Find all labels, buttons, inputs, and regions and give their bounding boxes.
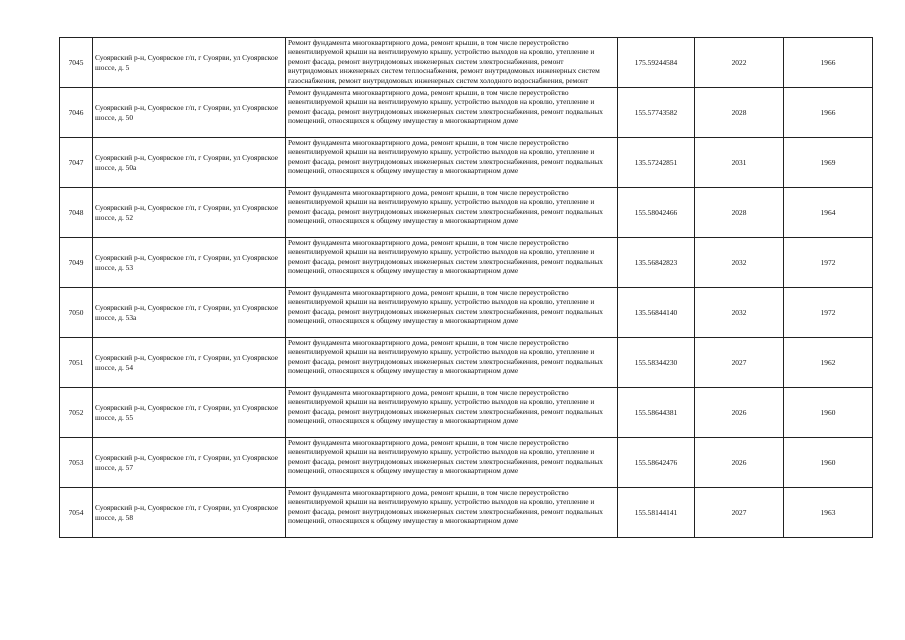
repair-works-cell bbox=[286, 288, 618, 338]
repair-works-cell bbox=[286, 38, 618, 88]
row-number-cell: 7050 bbox=[60, 288, 93, 338]
cost-cell: 155.58642476 bbox=[618, 438, 695, 488]
registry-table-body bbox=[60, 38, 873, 538]
repair-works-cell bbox=[286, 188, 618, 238]
build-year-cell: 1969 bbox=[784, 138, 873, 188]
build-year-cell: 1963 bbox=[784, 488, 873, 538]
repair-works-cell bbox=[286, 438, 618, 488]
build-year-cell: 1960 bbox=[784, 388, 873, 438]
table-row bbox=[60, 38, 873, 88]
repair-works-text: Ремонт фундамента многоквартирного дома, ремонт крыши, в том числе переустройство невентилируемой крыши на вентилируемую крышу, устройство выходов на кровлю, утепление и ремонт фасада, ремонт внутридомовых инженерных систем электроснабжения, ремонт подвальных помещений, относящихся к общему имуществу в многоквартирном доме bbox=[288, 88, 603, 126]
repair-works-cell bbox=[286, 488, 618, 538]
repair-works-text: Ремонт фундамента многоквартирного дома, ремонт крыши, в том числе переустройство невентилируемой крыши на вентилируемую крышу, устройство выходов на кровлю, утепление и ремонт фасада, ремонт внутридомовых инженерных систем электроснабжения, ремонт подвальных помещений, относящихся к общему имуществу в многоквартирном доме bbox=[288, 438, 603, 476]
address-cell: Суоярвский р-н, Суоярвское г/п, г Суоярви, ул Суоярвское шоссе, д. 55 bbox=[93, 388, 286, 438]
row-number-cell: 7049 bbox=[60, 238, 93, 288]
table-row bbox=[60, 338, 873, 388]
row-number-cell: 7045 bbox=[60, 38, 93, 88]
table-row bbox=[60, 388, 873, 438]
address-cell: Суоярвский р-н, Суоярвское г/п, г Суоярви, ул Суоярвское шоссе, д. 52 bbox=[93, 188, 286, 238]
table-row bbox=[60, 138, 873, 188]
repair-works-text: Ремонт фундамента многоквартирного дома, ремонт крыши, в том числе переустройство невентилируемой крыши на вентилируемую крышу, устройство выходов на кровлю, утепление и ремонт фасада, ремонт внутридомовых инженерных систем электроснабжения, ремонт подвальных помещений, относящихся к общему имуществу в многоквартирном доме bbox=[288, 388, 603, 426]
table-row bbox=[60, 488, 873, 538]
build-year-cell: 1972 bbox=[784, 288, 873, 338]
cost-cell: 155.58042466 bbox=[618, 188, 695, 238]
row-number-cell: 7052 bbox=[60, 388, 93, 438]
row-number-cell: 7051 bbox=[60, 338, 93, 388]
build-year-cell: 1960 bbox=[784, 438, 873, 488]
build-year-cell: 1962 bbox=[784, 338, 873, 388]
row-number-cell: 7053 bbox=[60, 438, 93, 488]
build-year-cell: 1966 bbox=[784, 88, 873, 138]
repair-works-cell bbox=[286, 388, 618, 438]
planned-year-cell: 2028 bbox=[695, 188, 784, 238]
cost-cell: 175.59244584 bbox=[618, 38, 695, 88]
planned-year-cell: 2026 bbox=[695, 438, 784, 488]
planned-year-cell: 2032 bbox=[695, 238, 784, 288]
build-year-cell: 1972 bbox=[784, 238, 873, 288]
repair-works-text: Ремонт фундамента многоквартирного дома, ремонт крыши, в том числе переустройство невентилируемой крыши на вентилируемую крышу, устройство выходов на кровлю, утепление и ремонт фасада, ремонт внутридомовых инженерных систем электроснабжения, ремонт подвальных помещений, относящихся к общему имуществу в многоквартирном доме bbox=[288, 488, 603, 526]
table-row bbox=[60, 438, 873, 488]
row-number-cell: 7054 bbox=[60, 488, 93, 538]
address-cell: Суоярвский р-н, Суоярвское г/п, г Суоярви, ул Суоярвское шоссе, д. 57 bbox=[93, 438, 286, 488]
planned-year-cell: 2031 bbox=[695, 138, 784, 188]
address-cell: Суоярвский р-н, Суоярвское г/п, г Суоярви, ул Суоярвское шоссе, д. 50а bbox=[93, 138, 286, 188]
cost-cell: 135.56842823 bbox=[618, 238, 695, 288]
cost-cell: 155.57743582 bbox=[618, 88, 695, 138]
planned-year-cell: 2027 bbox=[695, 338, 784, 388]
table-row bbox=[60, 88, 873, 138]
row-number-cell: 7047 bbox=[60, 138, 93, 188]
planned-year-cell: 2026 bbox=[695, 388, 784, 438]
cost-cell: 135.57242851 bbox=[618, 138, 695, 188]
repair-works-cell bbox=[286, 238, 618, 288]
address-cell: Суоярвский р-н, Суоярвское г/п, г Суоярви, ул Суоярвское шоссе, д. 5 bbox=[93, 38, 286, 88]
repair-works-text: Ремонт фундамента многоквартирного дома, ремонт крыши, в том числе переустройство невентилируемой крыши на вентилируемую крышу, устройство выходов на кровлю, утепление и ремонт фасада, ремонт внутридомовых инженерных систем электроснабжения, ремонт подвальных помещений, относящихся к общему имуществу в многоквартирном доме bbox=[288, 338, 603, 376]
cost-cell: 155.58644381 bbox=[618, 388, 695, 438]
planned-year-cell: 2022 bbox=[695, 38, 784, 88]
table-row bbox=[60, 188, 873, 238]
cost-cell: 135.56844140 bbox=[618, 288, 695, 338]
cost-cell: 155.58144141 bbox=[618, 488, 695, 538]
repair-works-text: Ремонт фундамента многоквартирного дома, ремонт крыши, в том числе переустройство невентилируемой крыши на вентилируемую крышу, устройство выходов на кровлю, утепление и ремонт фасада, ремонт внутридомовых инженерных систем электроснабжения, ремонт внутридомовых инженерных систем теплоснабжения, ремонт внутридомовых инженерных систем газоснабжения, ремонт внутридомовых инженерных систем холодного водоснабжения, ремонт bbox=[288, 38, 600, 85]
repair-works-cell bbox=[286, 338, 618, 388]
cost-cell: 155.58344230 bbox=[618, 338, 695, 388]
row-number-cell: 7046 bbox=[60, 88, 93, 138]
repair-works-text: Ремонт фундамента многоквартирного дома, ремонт крыши, в том числе переустройство невентилируемой крыши на вентилируемую крышу, устройство выходов на кровлю, утепление и ремонт фасада, ремонт внутридомовых инженерных систем электроснабжения, ремонт подвальных помещений, относящихся к общему имуществу в многоквартирном доме bbox=[288, 238, 603, 276]
build-year-cell: 1964 bbox=[784, 188, 873, 238]
build-year-cell: 1966 bbox=[784, 38, 873, 88]
row-number-cell: 7048 bbox=[60, 188, 93, 238]
planned-year-cell: 2027 bbox=[695, 488, 784, 538]
planned-year-cell: 2032 bbox=[695, 288, 784, 338]
repair-works-text: Ремонт фундамента многоквартирного дома, ремонт крыши, в том числе переустройство невентилируемой крыши на вентилируемую крышу, устройство выходов на кровлю, утепление и ремонт фасада, ремонт внутридомовых инженерных систем электроснабжения, ремонт подвальных помещений, относящихся к общему имуществу в многоквартирном доме bbox=[288, 138, 603, 176]
repair-works-cell bbox=[286, 138, 618, 188]
table-row bbox=[60, 238, 873, 288]
capital-repair-registry-table bbox=[59, 37, 873, 538]
address-cell: Суоярвский р-н, Суоярвское г/п, г Суоярви, ул Суоярвское шоссе, д. 58 bbox=[93, 488, 286, 538]
address-cell: Суоярвский р-н, Суоярвское г/п, г Суоярви, ул Суоярвское шоссе, д. 54 bbox=[93, 338, 286, 388]
repair-works-text: Ремонт фундамента многоквартирного дома, ремонт крыши, в том числе переустройство невентилируемой крыши на вентилируемую крышу, устройство выходов на кровлю, утепление и ремонт фасада, ремонт внутридомовых инженерных систем электроснабжения, ремонт подвальных помещений, относящихся к общему имуществу в многоквартирном доме bbox=[288, 188, 603, 226]
repair-works-cell bbox=[286, 88, 618, 138]
address-cell: Суоярвский р-н, Суоярвское г/п, г Суоярви, ул Суоярвское шоссе, д. 50 bbox=[93, 88, 286, 138]
address-cell: Суоярвский р-н, Суоярвское г/п, г Суоярви, ул Суоярвское шоссе, д. 53а bbox=[93, 288, 286, 338]
table-row bbox=[60, 288, 873, 338]
address-cell: Суоярвский р-н, Суоярвское г/п, г Суоярви, ул Суоярвское шоссе, д. 53 bbox=[93, 238, 286, 288]
repair-works-text: Ремонт фундамента многоквартирного дома, ремонт крыши, в том числе переустройство невентилируемой крыши на вентилируемую крышу, устройство выходов на кровлю, утепление и ремонт фасада, ремонт внутридомовых инженерных систем электроснабжения, ремонт подвальных помещений, относящихся к общему имуществу в многоквартирном доме bbox=[288, 288, 603, 326]
planned-year-cell: 2028 bbox=[695, 88, 784, 138]
